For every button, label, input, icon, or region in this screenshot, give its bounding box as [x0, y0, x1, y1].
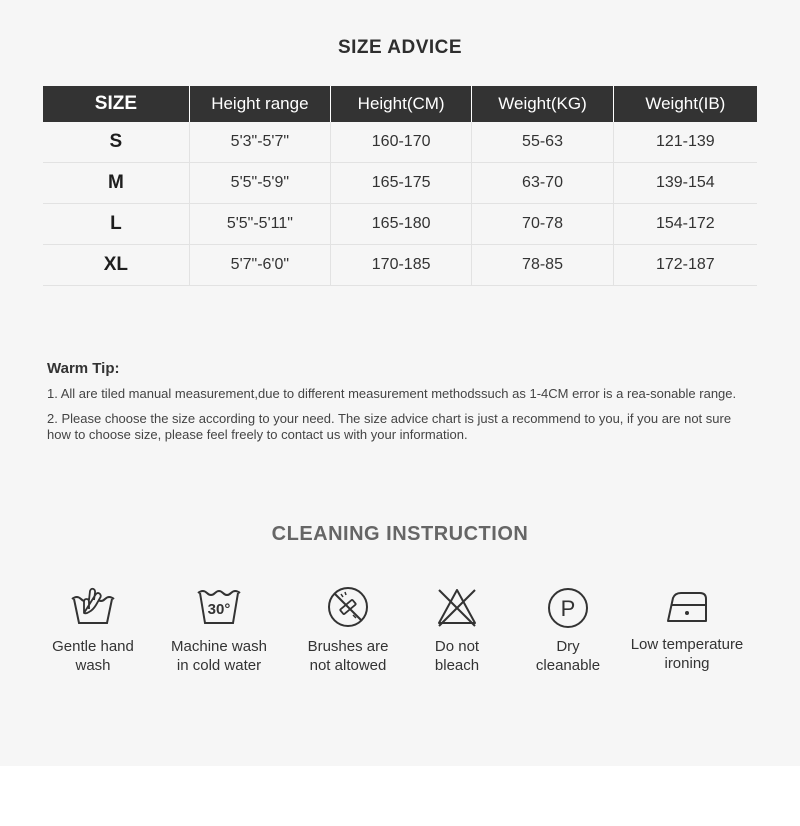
care-item-no-brush [296, 585, 400, 675]
table-row [43, 122, 757, 163]
care-item-machine-wash [160, 585, 278, 675]
care-label-hand-wash: Gentle hand wash [52, 638, 134, 674]
header-weight-kg: Weight(KG) [472, 86, 613, 122]
no-bleach-icon [435, 585, 479, 629]
hand-wash-icon [69, 585, 117, 629]
weight-kg-cell: 78-85 [472, 245, 613, 286]
header-height-range: Height range [189, 86, 330, 122]
no-brush-icon [326, 585, 370, 629]
table-row [43, 163, 757, 204]
size-cell: L [43, 204, 189, 245]
wash-temperature-text: 30° [207, 601, 231, 618]
weight-kg-cell: 63-70 [472, 163, 613, 204]
weight-lb-cell: 121-139 [613, 122, 757, 163]
dry-clean-letter: P [560, 596, 576, 621]
header-weight-lb: Weight(IB) [613, 86, 757, 122]
size-cell: M [43, 163, 189, 204]
height-range-cell: 5'5"-5'9" [189, 163, 330, 204]
iron-low-icon [663, 585, 711, 627]
size-table [43, 86, 757, 286]
height-cm-cell: 165-175 [330, 163, 471, 204]
cleaning-title: CLEANING INSTRUCTION [271, 523, 529, 545]
height-cm-cell: 165-180 [330, 204, 471, 245]
weight-lb-cell: 172-187 [613, 245, 757, 286]
care-label-iron: Low temperature ironing [630, 636, 744, 672]
warm-tip-section [47, 360, 757, 452]
height-range-cell: 5'5"-5'11" [189, 204, 330, 245]
height-range-cell: 5'3"-5'7" [189, 122, 330, 163]
height-range-cell: 5'7"-6'0" [189, 245, 330, 286]
table-row [43, 245, 757, 286]
warm-tip-2: 2. Please choose the size according to your need. The size advice chart is just a recommend to you, if you are not sure how to choose size, please feel freely to contact us with your information. [47, 411, 732, 442]
height-cm-cell: 170-185 [330, 245, 471, 286]
dry-clean-p-icon [546, 585, 590, 629]
care-item-iron [620, 585, 754, 673]
warm-tip-title: Warm Tip: [47, 360, 120, 377]
weight-lb-cell: 139-154 [613, 163, 757, 204]
size-advice-title: SIZE ADVICE [337, 37, 463, 58]
height-cm-cell: 160-170 [330, 122, 471, 163]
care-label-no-bleach: Do not bleach [434, 638, 480, 674]
header-size: SIZE [43, 86, 189, 122]
header-height-cm: Height(CM) [330, 86, 471, 122]
size-cell: XL [43, 245, 189, 286]
care-item-dry-clean [520, 585, 616, 675]
care-label-machine-wash: Machine wash in cold water [171, 638, 267, 674]
size-cell: S [43, 122, 189, 163]
weight-kg-cell: 70-78 [472, 204, 613, 245]
care-item-hand-wash [38, 585, 148, 675]
care-item-no-bleach [412, 585, 502, 675]
table-header-row [43, 86, 757, 122]
wash-30-icon [195, 585, 243, 629]
care-label-no-brush: Brushes are not altowed [307, 638, 389, 674]
warm-tip-1: 1. All are tiled manual measurement,due to different measurement methodssuch as 1-4CM error is a rea-sonable range. [47, 386, 737, 401]
weight-lb-cell: 154-172 [613, 204, 757, 245]
care-label-dry-clean: Dry cleanable [535, 638, 601, 674]
weight-kg-cell: 55-63 [472, 122, 613, 163]
table-row [43, 204, 757, 245]
